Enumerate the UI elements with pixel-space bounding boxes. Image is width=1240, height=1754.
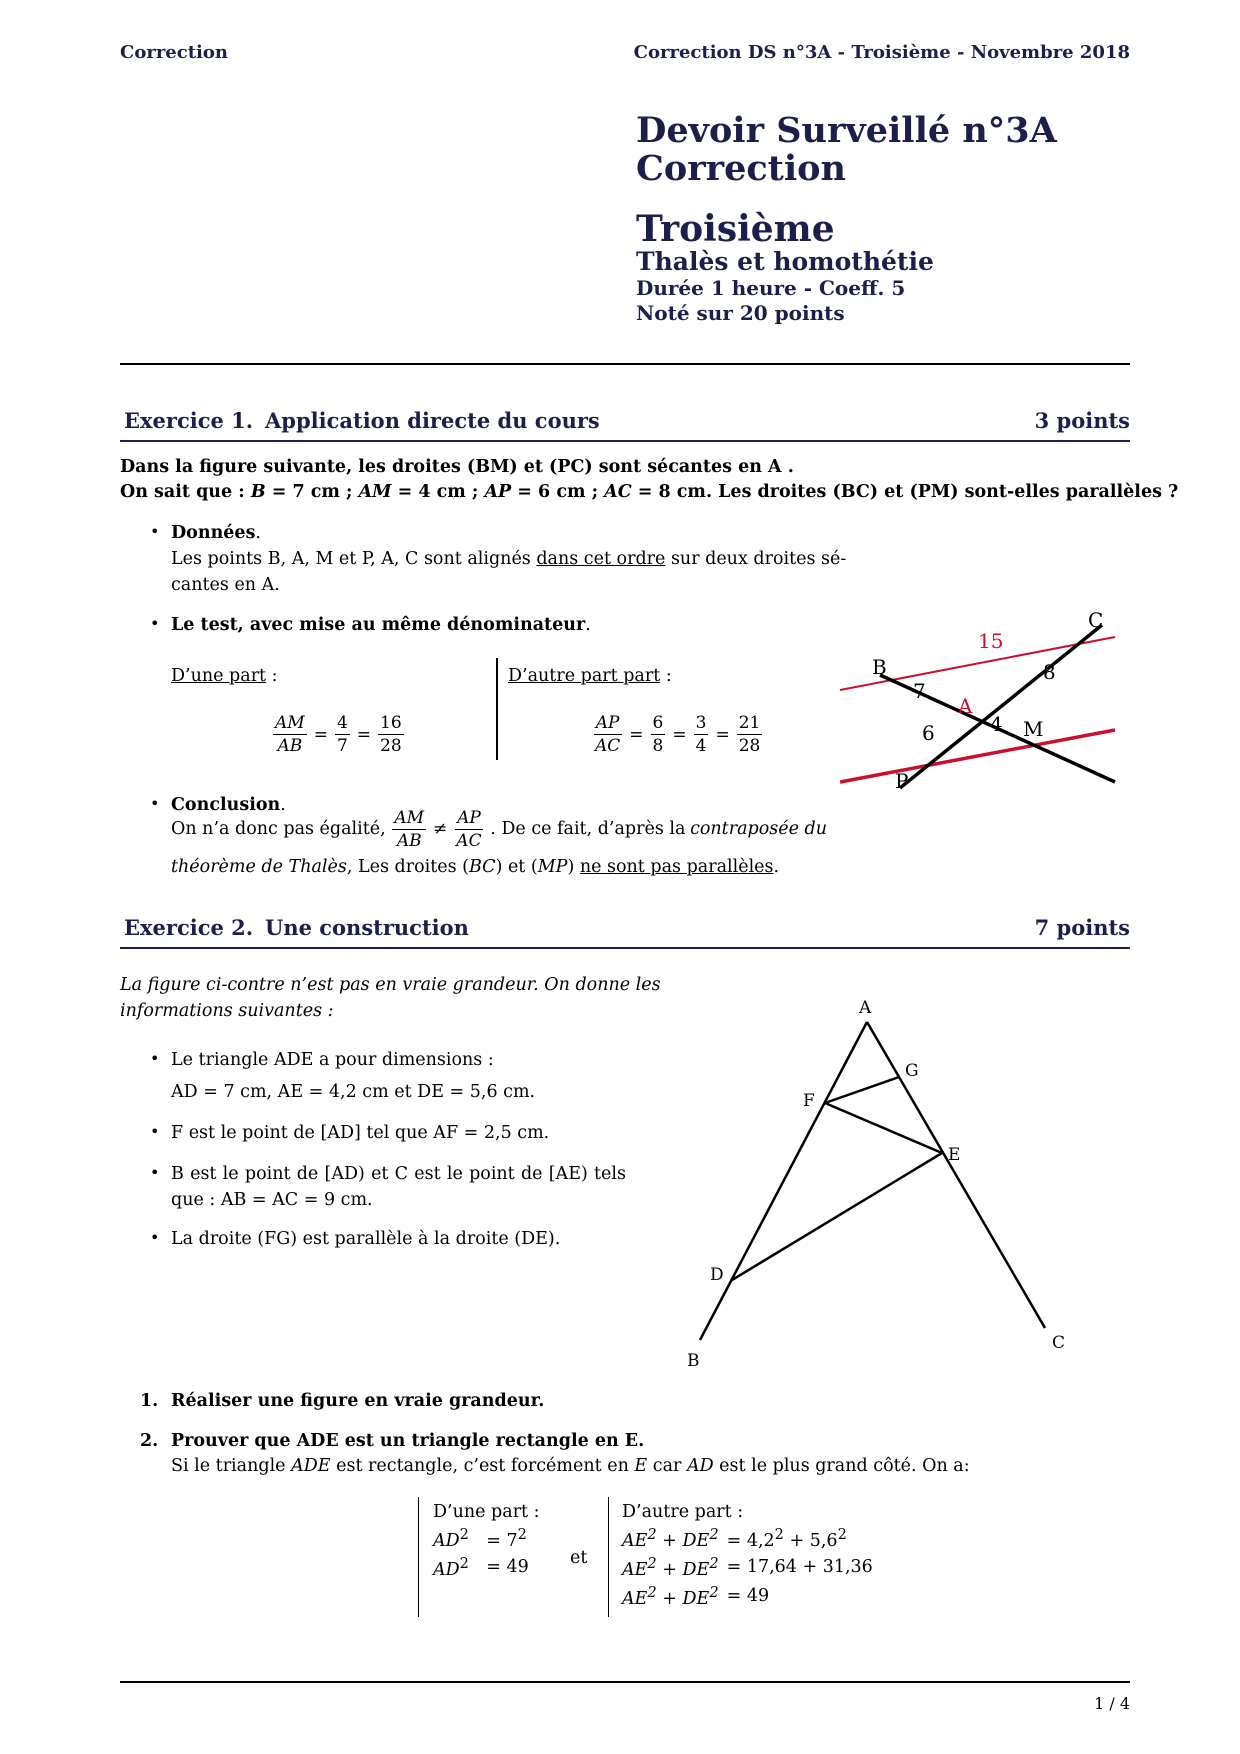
frac-den: AC [456,830,482,851]
item3a: B est le point de [AD) et C est le point de [AE) tels [171,1164,626,1184]
part2-label: D’autre part part [508,666,661,686]
ex1-conclusion: On n’a donc pas égalité, $\frac{AM}{AB}$ ≠ $\frac{AP}{AC}$ . De ce fait, d’après la contraposée du théorème de Thalès, Les droites (BC) et (MP) ne sont pas parallèles. [171,807,827,877]
right-computation [622,1500,881,1610]
label-e: E [948,1145,961,1165]
sup: 2 [647,1526,657,1543]
ex2-divider [120,947,1130,949]
l1-lhs: AD [433,1530,460,1551]
frac-num: AM [275,713,305,733]
left-bar [418,1497,419,1617]
sup: 2 [774,1526,784,1543]
item3b: que : AB = AC = 9 cm. [171,1190,373,1210]
right-head: D’autre part : [622,1502,744,1522]
ex1-part2-fracs: $\frac{AP}{AC}$ = $\frac{6}{8}$ = $\frac{3}{4}$ = $\frac{21}{28}$ [595,713,761,756]
r-lhs-a: AE [622,1588,648,1609]
left-head: D’une part : [433,1502,540,1522]
ex1-statement1: Dans la figure suivante, les droites (BM) et (PC) sont sécantes en A . [120,457,794,477]
thales-figure [840,610,1130,795]
conclusion-h: MP [537,857,568,877]
ex2-points: 7 points [1034,915,1130,940]
sup: 2 [647,1583,657,1601]
ex1-test-title: Le test, avec mise au même dénominateur. [171,615,591,635]
ex2-item3 [171,1161,626,1213]
conclusion-i: ) [567,857,580,877]
ex2-item1 [171,1047,535,1105]
s2e: = 4 cm ; [391,482,485,502]
intro1: La figure ci-contre n’est pas en vraie grandeur. On donne les [120,975,661,995]
label-a: A [958,694,973,718]
conclusion-j: . [773,857,780,877]
donnees-u: dans cet ordre [536,549,666,569]
frac-den: AB [277,736,303,756]
q2b: ADE [291,1456,331,1476]
part1-label: D’une part [171,666,267,686]
intro2: informations suivantes : [120,1001,334,1021]
s2h: AC [604,482,632,502]
donnees-b: sur deux droites sé- [665,549,847,569]
r-lhs-b: + DE [656,1588,710,1609]
bullet-icon: • [150,794,160,813]
line-pm [840,730,1115,782]
s2a: On sait que : [120,482,251,502]
conclusion-g: ) et ( [495,857,538,877]
r1-rhs-b: + 5,6 [783,1530,838,1551]
ex1-part2-label: D’autre part part : [508,666,672,686]
label-b: B [687,1351,700,1370]
ex1-donnees: Données. Les points B, A, M et P, A, C sont alignés dans cet ordre sur deux droites sé- cantes en A. [171,520,846,598]
frac-num: AP [457,807,481,828]
footer-divider [120,1681,1130,1683]
frac-den: 28 [738,736,761,756]
ex1-divider [120,440,1130,442]
frac-den: 7 [336,736,348,756]
l2-lhs: AD [433,1559,460,1580]
sup: 2 [837,1526,847,1543]
ex1-statement2 [120,479,1178,505]
s2c: = 7 cm ; [265,482,359,502]
sup: 2 [709,1526,719,1543]
left-computation [433,1500,548,1582]
q2-text: Prouver que ADE est un triangle rectangle en E. [171,1431,645,1451]
conclusion-b: . De ce fait, d’après la [490,819,686,839]
label-8: 8 [1043,660,1056,684]
conclusion-d: théorème de Thalès [171,857,347,877]
s2d: AM [358,482,392,502]
ex2-label: Exercice 2. [124,915,254,940]
q2-explanation [171,1453,970,1479]
r2-rhs: = 17,64 + 31,36 [726,1557,873,1578]
title-block [636,112,1057,326]
q2d: E [634,1456,648,1476]
conclusion-e: , Les droites ( [346,857,469,877]
ex1-label: Exercice 1. [124,408,254,433]
q2e: car [647,1456,687,1476]
s2i: = 8 cm. Les droites (BC) et (PM) sont-elles parallèles ? [631,482,1179,502]
donnees-title: Données [171,523,256,543]
triangle-figure [680,990,1080,1370]
right-bar [608,1497,609,1617]
label-c: C [1052,1333,1066,1353]
r-lhs-b: + DE [656,1530,710,1551]
frac-den: AC [595,736,621,756]
bullet-icon: • [150,1049,160,1068]
q2c: est rectangle, c’est forcément en [330,1456,635,1476]
donnees-a: Les points B, A, M et P, A, C sont alignés [171,549,537,569]
frac-den: AB [396,830,422,851]
l2-rhs: = 49 [486,1557,529,1578]
conclusion-a: On n’a donc pas égalité, [171,819,386,839]
item1a: Le triangle ADE a pour dimensions : [171,1050,494,1070]
bullet-icon: • [150,614,160,633]
header-left: Correction [120,42,228,63]
l1-rhs: = 7 [486,1530,518,1551]
frac-num: 4 [336,713,348,733]
label-b: B [872,655,887,679]
label-d: D [710,1265,724,1285]
sup: 2 [647,1554,657,1572]
header-right: Correction DS n°3A - Troisième - Novembre 2018 [633,42,1130,63]
label-a: A [859,998,872,1018]
ex1-points: 3 points [1034,408,1130,433]
r-lhs-b: + DE [656,1559,710,1580]
conclusion-c: contraposée du [690,819,827,839]
frac-den: 4 [695,736,707,756]
q1-text: Réaliser une figure en vraie grandeur. [171,1391,545,1411]
side-ab [700,1022,867,1340]
s2g: = 6 cm ; [511,482,605,502]
side-ac [867,1022,1045,1328]
ex2-item4: La droite (FG) est parallèle à la droite (DE). [171,1229,561,1249]
frac-num: AP [595,713,620,733]
conclusion-f: BC [468,857,496,877]
frac-den: 28 [380,736,402,756]
q2-number: 2. [140,1431,159,1451]
frac-num: 6 [652,713,664,733]
r-lhs-a: AE [622,1559,648,1580]
s2f: AP [484,482,512,502]
item1b: AD = 7 cm, AE = 4,2 cm et DE = 5,6 cm. [171,1082,536,1102]
r-lhs-a: AE [622,1530,648,1551]
frac-num: AM [394,807,425,828]
title-grading: Noté sur 20 points [636,301,845,325]
q2f: AD [686,1456,714,1476]
ex1-part1-label: D’une part : [171,666,278,686]
bullet-icon: • [150,1122,160,1141]
segment-fe [825,1103,942,1153]
label-7: 7 [913,679,926,703]
title-line2: Correction [636,148,846,189]
sup: 2 [459,1554,469,1572]
sup: 2 [709,1554,719,1572]
label-15: 15 [978,629,1004,653]
ex2-intro [120,972,661,1024]
ex2-title: Une construction [265,915,469,940]
s2b: B [250,482,266,502]
title-subject: Thalès et homothétie [636,247,934,276]
label-f: F [803,1091,815,1111]
q1-number: 1. [140,1391,159,1411]
ex1-conclusion-title: Conclusion. [171,795,286,815]
frac-num: 3 [695,713,707,733]
donnees-c: cantes en A. [171,575,280,595]
bullet-icon: • [150,522,160,541]
ex1-part1-fracs: $\frac{AM}{AB}$ = $\frac{4}{7}$ = $\frac{16}{28}$ [275,713,402,756]
r3-rhs: = 49 [726,1586,770,1607]
label-6: 6 [922,721,935,745]
label-c: C [1088,610,1104,632]
frac-den: 8 [652,736,664,756]
label-m: M [1023,717,1044,741]
label-p: P [895,769,909,793]
r1-rhs: = 4,2 [726,1530,775,1551]
page-number: 1 / 4 [1094,1694,1130,1713]
part-separator [496,658,498,760]
title-duration: Durée 1 heure - Coeff. 5 [636,276,906,300]
sup: 2 [459,1526,469,1543]
title-level: Troisième [636,208,835,250]
title-divider [120,363,1130,365]
frac-num: 21 [738,713,761,733]
bullet-icon: • [150,1163,160,1182]
test-title: Le test, avec mise au même dénominateur [171,615,586,635]
conclusion-u: ne sont pas parallèles [579,857,774,877]
ex1-title: Application directe du cours [265,408,600,433]
et-label: et [570,1548,588,1568]
label-4: 4 [990,712,1003,736]
label-g: G [905,1061,919,1081]
title-line1: Devoir Surveillé n°3A [636,110,1057,151]
conclusion-title: Conclusion [171,795,281,815]
q2g: est le plus grand côté. On a: [713,1456,970,1476]
sup: 2 [709,1583,719,1601]
bullet-icon: • [150,1228,160,1247]
sup: 2 [517,1526,527,1543]
ex2-item2: F est le point de [AD] tel que AF = 2,5 cm. [171,1123,550,1143]
frac-num: 16 [380,713,402,733]
q2a: Si le triangle [171,1456,292,1476]
